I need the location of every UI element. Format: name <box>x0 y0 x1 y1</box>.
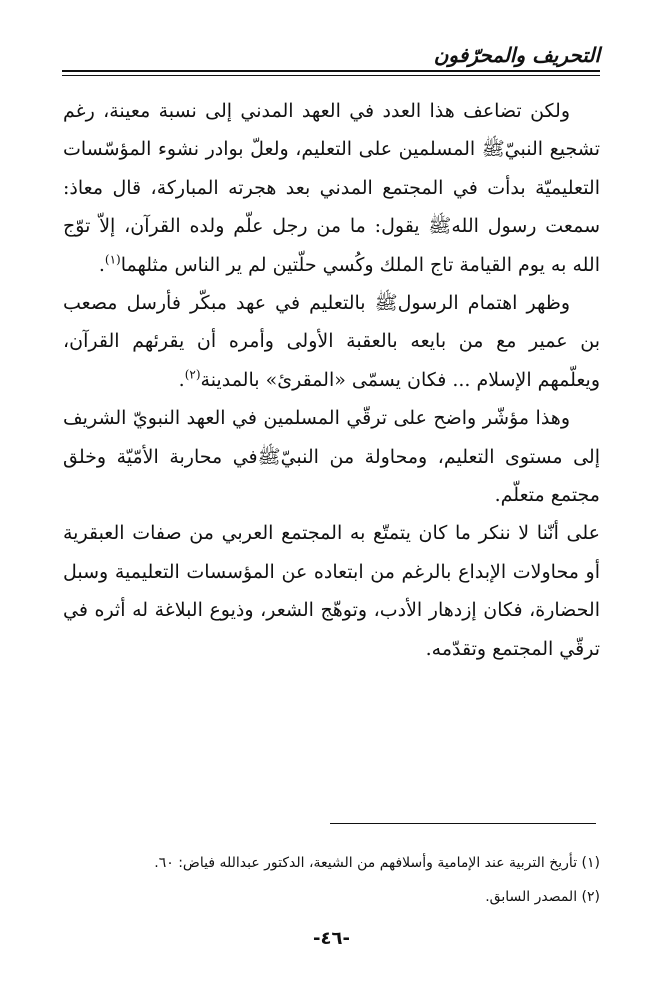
page-number: -٤٦- <box>313 928 350 949</box>
paragraph <box>63 284 600 399</box>
paragraph <box>63 92 600 284</box>
header-rule-thin <box>62 75 600 76</box>
body-text <box>63 92 600 668</box>
paragraph-text: على أنّنا لا ننكر ما كان يتمتّع به المجتمع العربي من صفات العبقرية أو محاولات الإبداع بالرغم من ابتعاده عن المؤسسات التعليمية وسبل الحضارة، فكان إزدهار الأدب، وتوهّج الشعر، وذيوع البلاغة له أثره في ترقّي المجتمع وتقدّمه. <box>63 522 600 660</box>
paragraph-text: ولكن تضاعف هذا العدد في العهد المدني إلى نسبة معينة، رغم تشجيع النبيّﷺ المسلمين على التعليم، ولعلّ بوادر نشوء المؤسّسات التعليميّة بدأت في المجتمع المدني بعد هجرته المباركة، قال معاذ: سمعت رسول اللهﷺ يقول: ما من رجل علّم ولده القرآن، إلاّ توّج الله به يوم القيامة تاج الملك وكُسي حلّتين لم ير الناس مثلهما <box>63 100 600 276</box>
paragraph <box>63 514 600 668</box>
footnotes <box>63 846 600 914</box>
footnote: (١) تأريخ التربية عند الإمامية وأسلافهم من الشيعة، الدكتور عبدالله فياض: ٦٠. <box>154 855 600 871</box>
footnote-separator <box>330 823 596 824</box>
paragraph-end: . <box>98 253 105 276</box>
running-header <box>62 40 600 80</box>
paragraph <box>63 399 600 514</box>
paragraph-text: وهذا مؤشّر واضح على ترقّي المسلمين في العهد النبويّ الشريف إلى مستوى التعليم، ومحاولة من النبيّﷺفي محاربة الأمّيّة وخلق مجتمع متعلّم. <box>63 407 600 507</box>
paragraph-text: وظهر اهتمام الرسولﷺ بالتعليم في عهد مبكّر فأرسل مصعب بن عمير مع من بايعه بالعقبة الأولى وأمره أن يقرئهم القرآن، ويعلّمهم الإسلام ... فكان يسمّى «المقرئ» بالمدينة <box>63 292 600 391</box>
footnote: (٢) المصدر السابق. <box>485 889 600 905</box>
footnote-ref: (٢) <box>184 367 201 382</box>
header-rule-thick <box>62 70 600 72</box>
paragraph-end: . <box>178 368 185 391</box>
running-header-title: التحريف والمحرّفون <box>433 43 600 67</box>
footnote-ref: (١) <box>104 252 121 267</box>
